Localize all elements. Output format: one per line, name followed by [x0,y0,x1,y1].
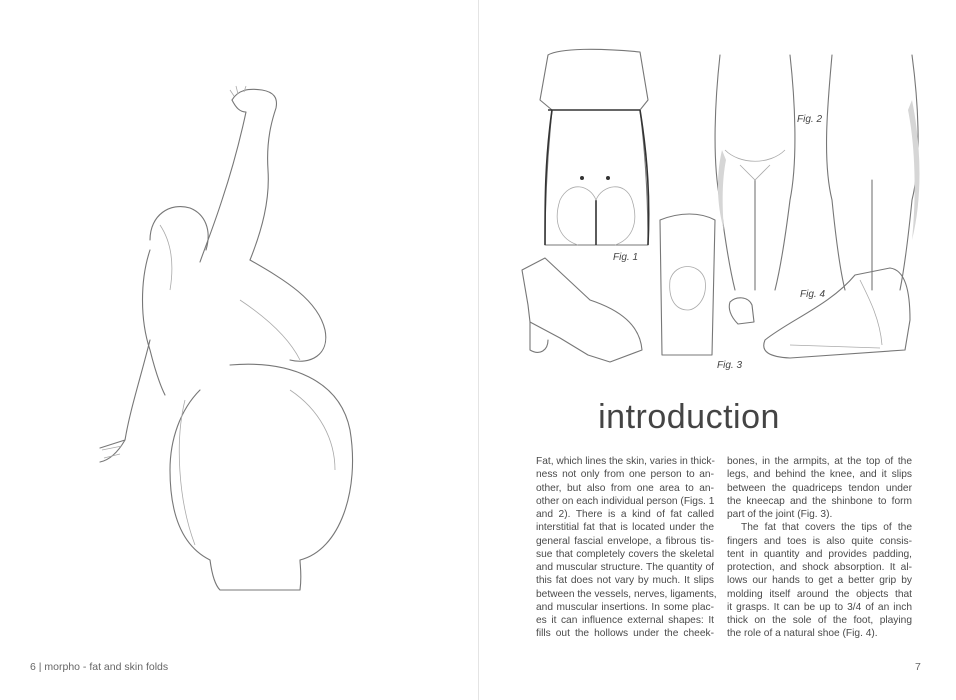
text-line: and muscular insertions. In some plac- [536,601,714,613]
text-line: and 2). There is a kind of fat called [536,509,714,520]
text-line: other on each individual person (Figs. 1 [536,495,715,507]
text-line: fingers and toes is also quite consis- [727,535,912,547]
text-line: legs, and behind the knee, and it slips [727,469,912,481]
text-line: and muscular structure. The quantity of [536,562,714,573]
text-line: lows our hands to get a better grip by [727,575,912,587]
text-line: thick on the sole of the foot, playing [727,615,912,626]
text-line: molding itself around the objects that [727,588,912,600]
text-line: between the vessels, nerves, ligaments, [536,588,717,600]
fig-4-label: Fig. 4 [800,289,826,300]
section-title: introduction [598,398,780,436]
text-line: interstitial fat that is located under the [536,522,714,534]
text-column-2 [727,455,912,641]
text-line: protection, and shock absorption. It al- [727,562,912,573]
text-line: between the quadriceps tendon under [727,482,912,494]
text-line: tent in quantity and provides padding, [727,548,912,560]
text-line: other, but also from one area to an- [536,482,714,494]
text-line: this fat does not vary by much. It slips [536,575,714,587]
text-line: bones, in the armpits, at the top of the [727,456,912,467]
footer-running-title: 6 | morpho - fat and skin folds [30,661,169,673]
fig-3-label: Fig. 3 [717,360,743,371]
text-line: the kneecap and the shinbone to form [727,495,912,507]
text-line: Fat, which lines the skin, varies in thick- [536,456,715,467]
fig-1-label: Fig. 1 [613,252,639,263]
text-line: part of the joint (Fig. 3). [727,509,833,520]
text-column-1 [536,455,717,641]
text-line: the role of a natural shoe (Fig. 4). [727,628,878,640]
text-line: ness not only from one person to an- [536,469,714,481]
page-number: 7 [915,661,921,673]
text-line: fills out the hollows under the cheek- [536,628,714,640]
text-line: es it can influence external shapes: It [536,615,714,626]
text-line: sue that completely covers the skeletal [536,548,714,560]
fig-2-label: Fig. 2 [797,114,823,125]
text-line: it grasps. It can be up to 3/4 of an inch [727,601,912,613]
text-line: general fascial envelope, a fibrous tis- [536,535,714,547]
text-line: The fat that covers the tips of the [741,522,912,534]
